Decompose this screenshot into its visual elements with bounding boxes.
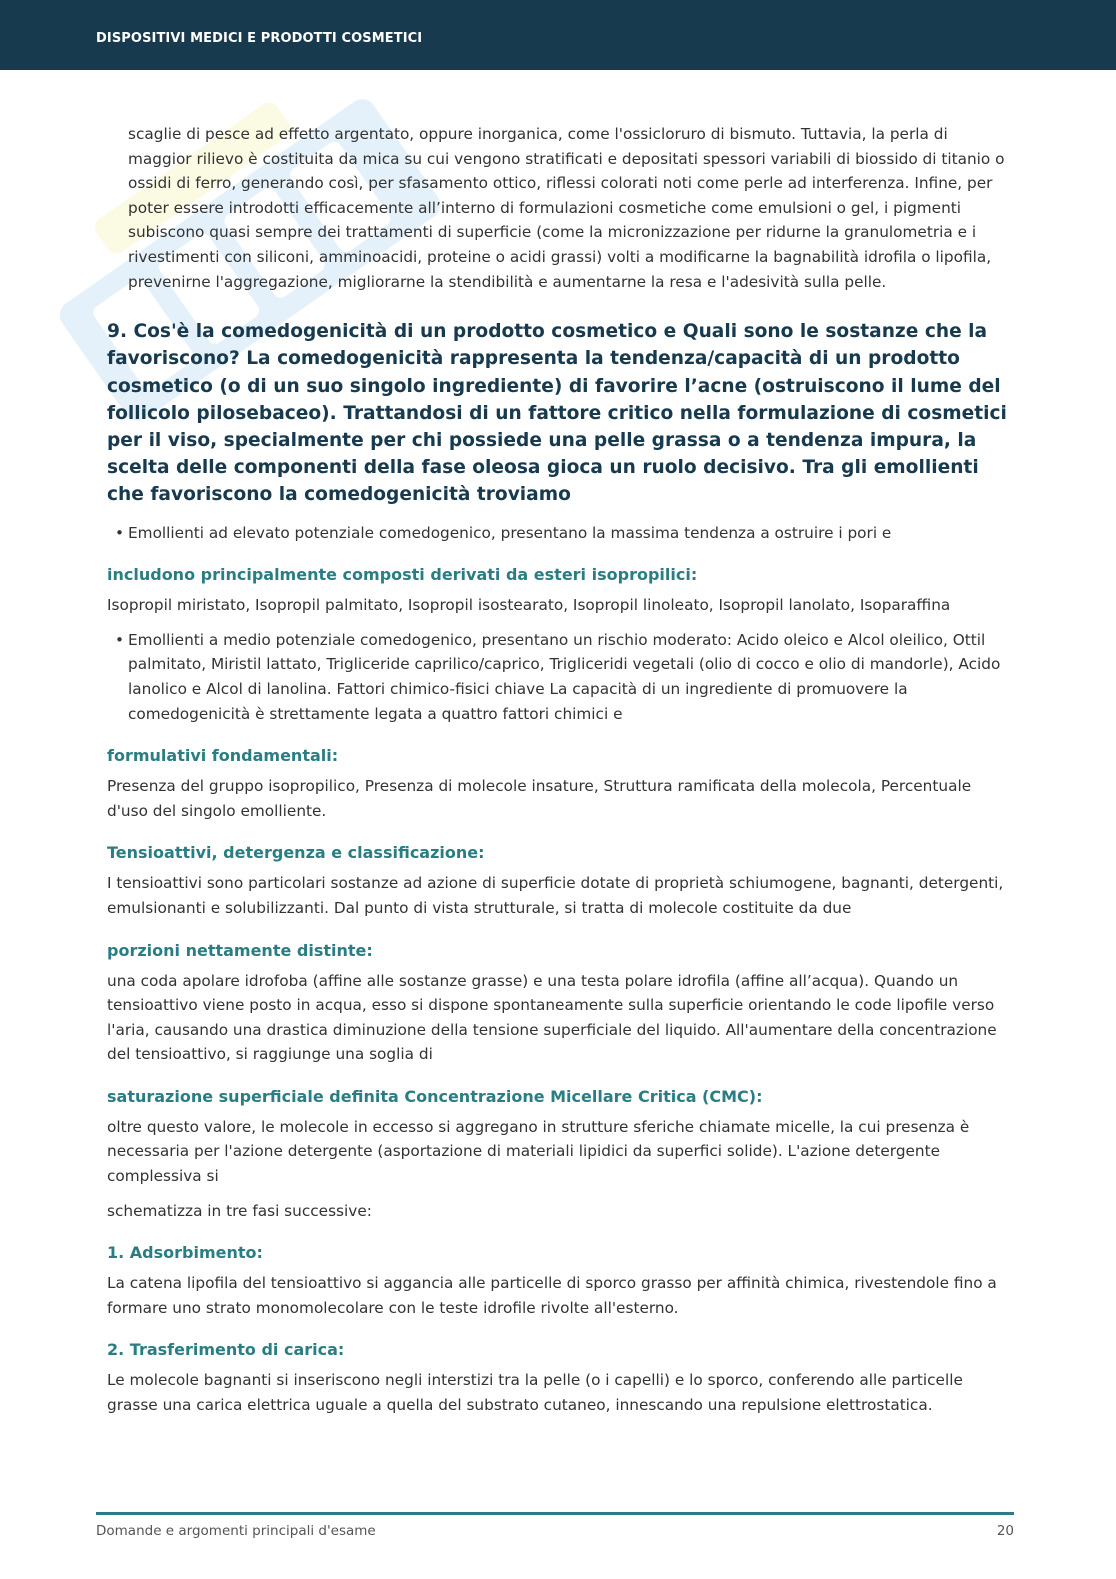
subheading: 1. Adsorbimento: <box>107 1243 263 1263</box>
paragraph: Isopropil miristato, Isopropil palmitato, Isopropil isostearato, Isopropil linoleato, Isopropil lanolato, Isoparaffina <box>107 596 951 615</box>
header-title: DISPOSITIVI MEDICI E PRODOTTI COSMETICI <box>96 31 423 46</box>
question-heading: 9. Cos'è la comedogenicità di un prodotto cosmetico e Quali sono le sostanze che la favoriscono? La comedogenicità rappresenta la tendenza/capacità di un prodotto cosmetico (o di un suo singolo ingrediente) di favorire l’acne (ostruiscono il lume del follicolo pilosebaceo). Trattandosi di un fattore critico nella formulazione di cosmetici per il viso, specialmente per chi possiede una pelle grassa o a tendenza impura, la scelta delle componenti della fase oleosa gioca un ruolo decisivo. Tra gli emollienti che favoriscono la comedogenicità troviamo <box>107 321 1007 506</box>
page-header <box>0 0 1116 70</box>
list-item-text: Emollienti ad elevato potenziale comedogenico, presentano la massima tendenza a ostruire i pori e <box>128 523 892 542</box>
list-item-text: Emollienti a medio potenziale comedogenico, presentano un rischio moderato: Acido oleico e Alcol oleilico, Ottil palmitato, Miristil lattato, Trigliceride caprilico/caprico, Trigliceridi vegetali (olio di cocco e olio di mandorle), Acido lanolico e Alcol di lanolina. Fattori chimico-fisici chiave La capacità di un ingrediente di promuovere la comedogenicità è strettamente legata a quattro fattori chimici e <box>128 630 1001 723</box>
list-item <box>107 521 1009 546</box>
paragraph: I tensioattivi sono particolari sostanze ad azione di superficie dotate di proprietà schiumogene, bagnanti, detergenti, emulsionanti e solubilizzanti. Dal punto di vista strutturale, si tratta di molecole costituite da due <box>107 874 1004 917</box>
paragraph: una coda apolare idrofoba (affine alle sostanze grasse) e una testa polare idrofila (affine all’acqua). Quando un tensioattivo viene posto in acqua, esso si dispone spontaneamente sulla superficie orientando le code lipofile verso l'aria, causando una drastica diminuzione della tensione superficiale del liquido. All'aumentare della concentrazione del tensioattivo, si raggiunge una soglia di <box>107 971 997 1064</box>
intro-paragraph: scaglie di pesce ad effetto argentato, oppure inorganica, come l'ossicloruro di bismuto. Tuttavia, la perla di maggior rilievo è costituita da mica su cui vengono stratificati e depositati spessori variabili di biossido di titanio o ossidi di ferro, generando così, per sfasamento ottico, riflessi colorati noti come perle ad interferenza. Infine, per poter essere introdotti efficacemente all’interno di formulazioni cosmetiche come emulsioni o gel, i pigmenti subiscono quasi sempre dei trattamenti di superficie (come la micronizzazione per ridurne la granulometria e i rivestimenti con siliconi, amminoacidi, proteine o acidi grassi) volti a modificarne la bagnabilità idrofila o lipofila, prevenirne l'aggregazione, migliorarne la stendibilità e aumentarne la resa e l'adesività sulla pelle. <box>128 125 1005 291</box>
page-content <box>107 122 1009 1428</box>
subheading: 2. Trasferimento di carica: <box>107 1340 345 1360</box>
bullet-glyph: • <box>115 630 125 649</box>
subheading: porzioni nettamente distinte: <box>107 940 373 960</box>
bullet-glyph: • <box>115 523 125 542</box>
subheading: saturazione superficiale definita Concentrazione Micellare Critica (CMC): <box>107 1086 763 1106</box>
subheading: Tensioattivi, detergenza e classificazione: <box>107 843 485 863</box>
subheading: includono principalmente composti derivati da esteri isopropilici: <box>107 565 698 585</box>
paragraph: La catena lipofila del tensioattivo si aggancia alle particelle di sporco grasso per affinità chimica, rivestendole fino a formare uno strato monomolecolare con le teste idrofile rivolte all'esterno. <box>107 1274 997 1317</box>
paragraph: schematizza in tre fasi successive: <box>107 1201 372 1220</box>
footer-title: Domande e argomenti principali d'esame <box>96 1523 376 1539</box>
paragraph: Presenza del gruppo isopropilico, Presenza di molecole insature, Struttura ramificata della molecola, Percentuale d'uso del singolo emolliente. <box>107 777 972 820</box>
footer-divider <box>96 1512 1014 1515</box>
list-item <box>107 628 1009 726</box>
page-number: 20 <box>996 1523 1014 1539</box>
paragraph: oltre questo valore, le molecole in eccesso si aggregano in strutture sferiche chiamate micelle, la cui presenza è necessaria per l'azione detergente (asportazione di materiali lipidici da superfici solide). L'azione detergente complessiva si <box>107 1117 970 1186</box>
subheading: formulativi fondamentali: <box>107 746 339 766</box>
paragraph: Le molecole bagnanti si inseriscono negli interstizi tra la pelle (o i capelli) e lo sporco, conferendo alle particelle grasse una carica elettrica uguale a quella del substrato cutaneo, innescando una repulsione elettrostatica. <box>107 1371 963 1415</box>
